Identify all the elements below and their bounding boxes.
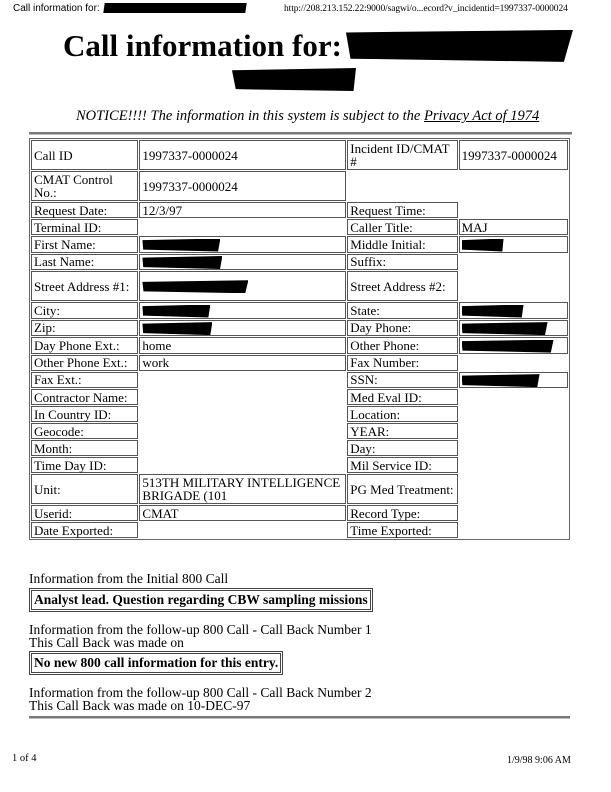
print-header-label: Call information for: <box>13 3 100 14</box>
redaction-bar <box>142 239 220 252</box>
table-row <box>31 219 568 235</box>
empty-cell <box>459 423 568 439</box>
table-row <box>31 302 568 319</box>
redaction-bar <box>142 305 210 318</box>
field-label: Contractor Name: <box>31 389 138 405</box>
field-label: Last Name: <box>31 254 138 271</box>
table-row <box>31 171 568 201</box>
table-row <box>31 389 568 405</box>
redaction-bar <box>462 340 554 353</box>
table-row <box>31 372 568 389</box>
empty-cell <box>139 372 346 389</box>
table-row <box>31 406 568 422</box>
empty-cell <box>459 389 568 405</box>
field-value: 1997337-0000024 <box>139 171 346 201</box>
field-label: Record Type: <box>347 505 457 521</box>
empty-cell <box>459 254 568 271</box>
table-row <box>31 355 568 371</box>
field-value: CMAT <box>139 505 346 521</box>
empty-cell <box>459 522 568 538</box>
page-title-text: Call information for: <box>63 28 342 63</box>
empty-cell <box>139 219 346 235</box>
field-label: Day Phone Ext.: <box>31 337 138 354</box>
field-label: Middle Initial: <box>347 236 457 253</box>
redacted-value <box>459 320 568 337</box>
table-row <box>31 457 568 473</box>
empty-cell <box>139 406 346 422</box>
page-number: 1 of 4 <box>12 753 37 764</box>
field-label: State: <box>347 302 457 319</box>
field-label: Other Phone: <box>347 337 457 354</box>
privacy-notice <box>76 108 539 125</box>
field-value: home <box>139 337 346 354</box>
followup1-box <box>29 651 283 675</box>
redacted-value <box>139 254 346 271</box>
field-label: Mil Service ID: <box>347 457 457 473</box>
field-label: City: <box>31 302 138 319</box>
redacted-value <box>139 271 346 301</box>
field-label: YEAR: <box>347 423 457 439</box>
field-label: In Country ID: <box>31 406 138 422</box>
field-label: Date Exported: <box>31 522 138 538</box>
initial-call-box <box>29 588 373 612</box>
empty-cell <box>459 457 568 473</box>
redaction-bar <box>142 256 222 269</box>
field-label: Unit: <box>31 474 138 504</box>
field-label: Day Phone: <box>347 320 457 337</box>
table-row <box>31 505 568 521</box>
field-value: work <box>139 355 346 371</box>
redaction-bar <box>142 322 212 335</box>
followup1-text: No new 800 call information for this entry. <box>31 653 281 673</box>
field-label: Caller Title: <box>347 219 457 235</box>
field-label: SSN: <box>347 372 457 389</box>
field-label: Time Day ID: <box>31 457 138 473</box>
initial-call-heading: Information from the Initial 800 Call <box>29 571 229 586</box>
divider <box>29 132 572 135</box>
field-label: Incident ID/CMAT # <box>347 140 457 170</box>
empty-cell <box>459 271 568 301</box>
followup2-made-on: This Call Back was made on 10-DEC-97 <box>29 698 251 713</box>
table-row <box>31 440 568 456</box>
field-label: Request Date: <box>31 202 138 218</box>
field-label: Suffix: <box>347 254 457 271</box>
field-label: Location: <box>347 406 457 422</box>
field-label: Day: <box>347 440 457 456</box>
empty-cell <box>139 522 346 538</box>
field-label: Fax Ext.: <box>31 372 138 389</box>
redacted-value <box>459 372 568 389</box>
field-label: Other Phone Ext.: <box>31 355 138 371</box>
field-value: 513TH MILITARY INTELLIGENCE BRIGADE (101 <box>139 474 346 504</box>
empty-cell <box>459 505 568 521</box>
redaction-bar <box>232 68 356 91</box>
empty-cell <box>139 389 346 405</box>
redacted-value <box>459 236 568 253</box>
print-header-title <box>13 3 246 14</box>
divider <box>29 716 570 719</box>
empty-cell <box>139 440 346 456</box>
redaction-bar <box>462 305 524 318</box>
field-label: Time Exported: <box>347 522 457 538</box>
followup2-heading: Information from the follow-up 800 Call - Call Back Number 2 <box>29 685 372 700</box>
field-label: CMAT Control No.: <box>31 171 138 201</box>
field-label: Med Eval ID: <box>347 389 457 405</box>
redacted-value <box>459 302 568 319</box>
empty-cell <box>347 171 457 201</box>
field-label: Street Address #1: <box>31 271 138 301</box>
redaction-bar <box>142 280 248 293</box>
table-row <box>31 271 568 301</box>
field-value: 12/3/97 <box>139 202 346 218</box>
table-row <box>31 140 568 170</box>
field-label: First Name: <box>31 236 138 253</box>
field-label: Month: <box>31 440 138 456</box>
table-row <box>31 337 568 354</box>
empty-cell <box>459 474 568 504</box>
redaction-bar <box>346 30 573 62</box>
print-header-url: http://208.213.152.22:9000/sagwi/o...ecord?v_incidentid=1997337-0000024 <box>284 4 568 14</box>
empty-cell <box>459 406 568 422</box>
field-label: Zip: <box>31 320 138 337</box>
redacted-value <box>139 320 346 337</box>
call-record-table <box>29 138 570 540</box>
field-label: PG Med Treatment: <box>347 474 457 504</box>
table-row <box>31 474 568 504</box>
field-label: Fax Number: <box>347 355 457 371</box>
table-row <box>31 202 568 218</box>
field-value: 1997337-0000024 <box>139 140 346 170</box>
followup1-heading: Information from the follow-up 800 Call - Call Back Number 1 <box>29 622 372 637</box>
empty-cell <box>139 423 346 439</box>
empty-cell <box>459 202 568 218</box>
table-row <box>31 254 568 271</box>
empty-cell <box>139 457 346 473</box>
empty-cell <box>459 355 568 371</box>
redaction-bar <box>462 374 540 387</box>
table-row <box>31 320 568 337</box>
empty-cell <box>459 440 568 456</box>
field-label: Terminal ID: <box>31 219 138 235</box>
redacted-value <box>139 236 346 253</box>
initial-call-text: Analyst lead. Question regarding CBW sampling missions <box>31 590 371 610</box>
table-row <box>31 236 568 253</box>
field-label: Geocode: <box>31 423 138 439</box>
redaction-bar <box>103 3 246 13</box>
empty-cell <box>459 171 568 201</box>
redacted-value <box>459 337 568 354</box>
table-row <box>31 522 568 538</box>
redaction-bar <box>462 239 504 252</box>
field-value: 1997337-0000024 <box>459 140 568 170</box>
privacy-act-link[interactable]: Privacy Act of 1974 <box>423 108 540 124</box>
field-label: Call ID <box>31 140 138 170</box>
redaction-bar <box>462 322 548 335</box>
field-label: Request Time: <box>347 202 457 218</box>
redacted-value <box>139 302 346 319</box>
page-title <box>63 28 573 64</box>
field-value: MAJ <box>459 219 568 235</box>
table-row <box>31 423 568 439</box>
print-datetime: 1/9/98 9:06 AM <box>507 755 571 766</box>
field-label: Street Address #2: <box>347 271 457 301</box>
followup1-made-on: This Call Back was made on <box>29 635 184 650</box>
field-label: Userid: <box>31 505 138 521</box>
notice-text: NOTICE!!!! The information in this system is subject to the <box>76 108 424 124</box>
